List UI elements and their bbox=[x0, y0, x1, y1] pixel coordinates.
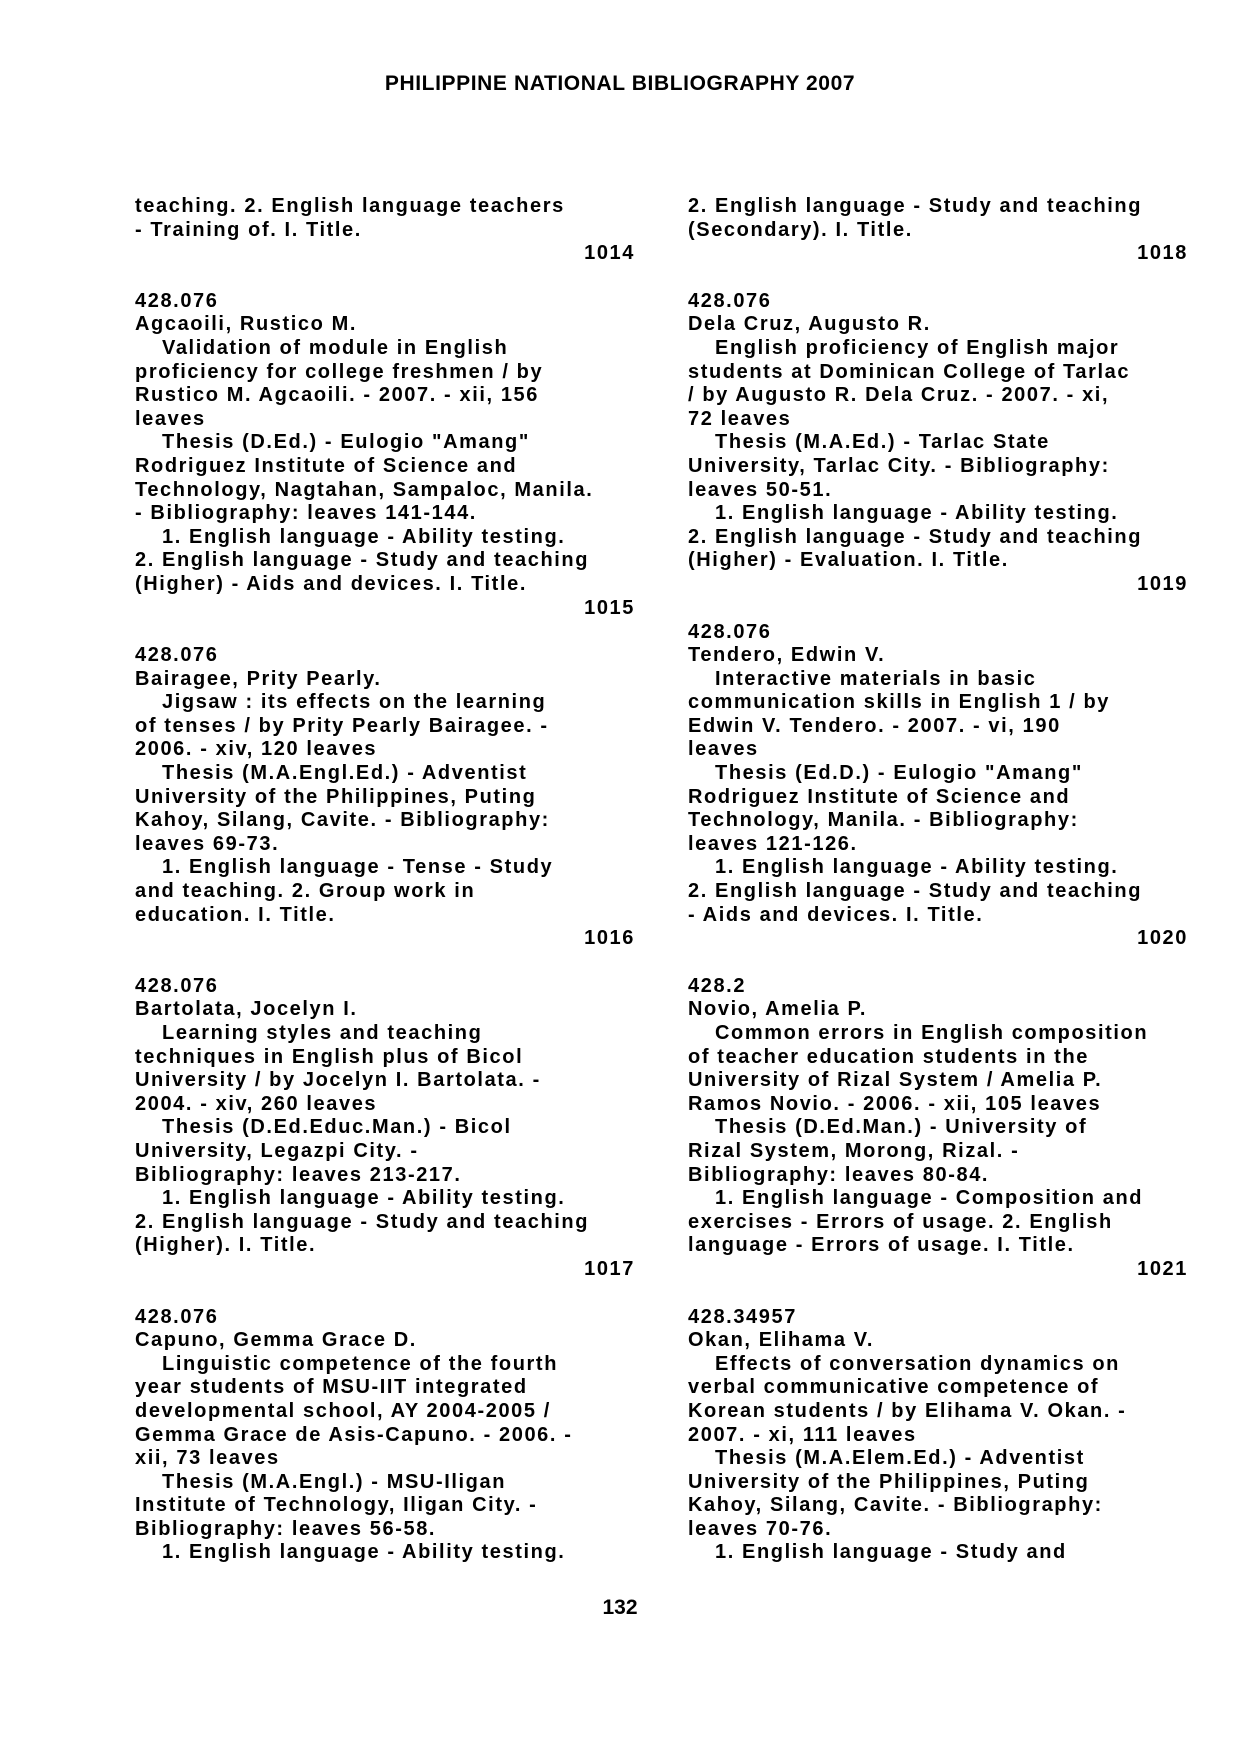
subject-tracing: 2. English language - Study and teaching bbox=[135, 1210, 590, 1233]
title-statement: verbal communicative competence of bbox=[688, 1376, 1100, 1399]
subject-tracing: education. I. Title. bbox=[135, 903, 336, 926]
thesis-note: Thesis (Ed.D.) - Eulogio "Amang" bbox=[715, 762, 1083, 785]
entry-spacer bbox=[135, 951, 635, 975]
subject-tracing: 2. English language - Study and teaching bbox=[135, 549, 590, 572]
right-column bbox=[688, 195, 1188, 1565]
entry-spacer bbox=[688, 951, 1188, 975]
title-statement: developmental school, AY 2004-2005 / bbox=[135, 1399, 551, 1422]
subject-tracing: 1. English language - Composition and bbox=[715, 1187, 1144, 1210]
title-statement: Linguistic competence of the fourth bbox=[162, 1352, 559, 1375]
title-statement: communication skills in English 1 / by bbox=[688, 691, 1110, 714]
author-heading: Tendero, Edwin V. bbox=[688, 644, 886, 667]
title-statement: 2004. - xiv, 260 leaves bbox=[135, 1092, 378, 1115]
thesis-note: Bibliography: leaves 213-217. bbox=[135, 1163, 462, 1186]
title-statement: University of Rizal System / Amelia P. bbox=[688, 1069, 1103, 1092]
thesis-note: Thesis (M.A.Ed.) - Tarlac State bbox=[715, 431, 1050, 454]
entry-number: 1020 bbox=[1137, 927, 1188, 950]
class-number: 428.076 bbox=[135, 289, 219, 312]
thesis-note: Kahoy, Silang, Cavite. - Bibliography: bbox=[135, 809, 550, 832]
thesis-note: Technology, Nagtahan, Sampaloc, Manila. bbox=[135, 478, 594, 501]
thesis-note: Thesis (M.A.Engl.) - MSU-Iligan bbox=[162, 1470, 507, 1493]
bibliographic-entry bbox=[688, 975, 1188, 1282]
author-heading: Capuno, Gemma Grace D. bbox=[135, 1329, 417, 1352]
subject-tracing: 1. English language - Ability testing. bbox=[715, 502, 1119, 525]
author-heading: Agcaoili, Rustico M. bbox=[135, 313, 358, 336]
class-number: 428.076 bbox=[688, 289, 772, 312]
title-statement: of tenses / by Prity Pearly Bairagee. - bbox=[135, 714, 549, 737]
title-statement: English proficiency of English major bbox=[715, 336, 1120, 359]
title-statement: Gemma Grace de Asis-Capuno. - 2006. - bbox=[135, 1423, 573, 1446]
subject-tracing: - Aids and devices. I. Title. bbox=[688, 903, 984, 926]
thesis-note: Rodriguez Institute of Science and bbox=[688, 785, 1071, 808]
bibliographic-entry bbox=[135, 975, 635, 1282]
entry-number: 1021 bbox=[1137, 1257, 1188, 1280]
title-statement: Korean students / by Elihama V. Okan. - bbox=[688, 1399, 1127, 1422]
title-statement: / by Augusto R. Dela Cruz. - 2007. - xi, bbox=[688, 384, 1110, 407]
entry-spacer bbox=[688, 597, 1188, 621]
subject-tracing: 1. English language - Ability testing. bbox=[162, 525, 566, 548]
entry-number: 1018 bbox=[1137, 242, 1188, 265]
title-statement: Effects of conversation dynamics on bbox=[715, 1352, 1120, 1375]
thesis-note: Rizal System, Morong, Rizal. - bbox=[688, 1139, 1020, 1162]
title-statement: 2007. - xi, 111 leaves bbox=[688, 1423, 917, 1446]
page-header: PHILIPPINE NATIONAL BIBLIOGRAPHY 2007 bbox=[384, 72, 856, 95]
thesis-note: Bibliography: leaves 56-58. bbox=[135, 1517, 437, 1540]
thesis-note: Thesis (D.Ed.Man.) - University of bbox=[715, 1116, 1088, 1139]
author-heading: Bairagee, Prity Pearly. bbox=[135, 667, 382, 690]
thesis-note: Thesis (D.Ed.Educ.Man.) - Bicol bbox=[162, 1116, 512, 1139]
subject-tracing: 1. English language - Tense - Study bbox=[162, 856, 554, 879]
entry-number: 1019 bbox=[1137, 572, 1188, 595]
bibliographic-entry bbox=[688, 1306, 1188, 1566]
title-statement: Jigsaw : its effects on the learning bbox=[162, 691, 547, 714]
entry-spacer bbox=[135, 620, 635, 644]
thesis-note: leaves 50-51. bbox=[688, 478, 833, 501]
thesis-note: Thesis (M.A.Elem.Ed.) - Adventist bbox=[715, 1447, 1085, 1470]
title-statement: Edwin V. Tendero. - 2007. - vi, 190 bbox=[688, 714, 1061, 737]
entry-number: 1017 bbox=[584, 1257, 635, 1280]
author-heading: Bartolata, Jocelyn I. bbox=[135, 998, 358, 1021]
continuation-entry bbox=[135, 195, 635, 266]
author-heading: Novio, Amelia P. bbox=[688, 998, 867, 1021]
title-statement: of teacher education students in the bbox=[688, 1045, 1089, 1068]
class-number: 428.34957 bbox=[688, 1305, 797, 1328]
subject-tracing: language - Errors of usage. I. Title. bbox=[688, 1234, 1075, 1257]
thesis-note: University, Legazpi City. - bbox=[135, 1139, 419, 1162]
title-statement: leaves bbox=[688, 738, 759, 761]
subject-tracing: exercises - Errors of usage. 2. English bbox=[688, 1210, 1113, 1233]
title-statement: Rustico M. Agcaoili. - 2007. - xii, 156 bbox=[135, 384, 539, 407]
class-number: 428.076 bbox=[135, 644, 219, 667]
entry-number: 1015 bbox=[584, 596, 635, 619]
class-number: 428.076 bbox=[135, 974, 219, 997]
class-number: 428.076 bbox=[688, 620, 772, 643]
page-number: 132 bbox=[602, 1596, 638, 1619]
thesis-note: University, Tarlac City. - Bibliography: bbox=[688, 454, 1110, 477]
thesis-note: University of the Philippines, Puting bbox=[135, 785, 537, 808]
entry-spacer bbox=[135, 1282, 635, 1306]
entry-spacer bbox=[688, 1282, 1188, 1306]
class-number: 428.2 bbox=[688, 974, 747, 997]
title-statement: 2006. - xiv, 120 leaves bbox=[135, 738, 378, 761]
thesis-note: leaves 121-126. bbox=[688, 832, 858, 855]
continuation-line: teaching. 2. English language teachers bbox=[135, 195, 565, 217]
subject-tracing: (Higher) - Evaluation. I. Title. bbox=[688, 549, 1009, 572]
title-statement: Learning styles and teaching bbox=[162, 1022, 483, 1044]
bibliographic-entry bbox=[135, 290, 635, 620]
continuation-line: - Training of. I. Title. bbox=[135, 218, 362, 241]
subject-tracing: 2. English language - Study and teaching bbox=[688, 525, 1143, 548]
thesis-note: - Bibliography: leaves 141-144. bbox=[135, 502, 477, 525]
thesis-note: leaves 69-73. bbox=[135, 832, 280, 855]
thesis-note: Bibliography: leaves 80-84. bbox=[688, 1163, 990, 1186]
title-statement: Validation of module in English bbox=[162, 336, 509, 359]
thesis-note: Thesis (D.Ed.) - Eulogio "Amang" bbox=[162, 431, 530, 454]
entry-spacer bbox=[688, 266, 1188, 290]
subject-tracing: and teaching. 2. Group work in bbox=[135, 880, 476, 903]
title-statement: University / by Jocelyn I. Bartolata. - bbox=[135, 1069, 541, 1092]
title-statement: Ramos Novio. - 2006. - xii, 105 leaves bbox=[688, 1092, 1102, 1115]
bibliographic-entry bbox=[135, 644, 635, 951]
bibliographic-entry bbox=[688, 621, 1188, 951]
subject-tracing: 1. English language - Study and bbox=[715, 1541, 1067, 1564]
thesis-note: Technology, Manila. - Bibliography: bbox=[688, 809, 1079, 832]
class-number: 428.076 bbox=[135, 1305, 219, 1328]
thesis-note: Rodriguez Institute of Science and bbox=[135, 454, 518, 477]
thesis-note: Thesis (M.A.Engl.Ed.) - Adventist bbox=[162, 762, 528, 785]
entry-number: 1014 bbox=[584, 242, 635, 265]
thesis-note: Kahoy, Silang, Cavite. - Bibliography: bbox=[688, 1494, 1103, 1517]
author-heading: Dela Cruz, Augusto R. bbox=[688, 313, 931, 336]
title-statement: leaves bbox=[135, 407, 206, 430]
bibliographic-entry bbox=[688, 290, 1188, 597]
title-statement: Common errors in English composition bbox=[715, 1022, 1149, 1044]
thesis-note: leaves 70-76. bbox=[688, 1517, 833, 1540]
subject-tracing: (Higher). I. Title. bbox=[135, 1234, 317, 1257]
left-column bbox=[135, 195, 635, 1565]
bibliographic-entry bbox=[135, 1306, 635, 1566]
thesis-note: University of the Philippines, Puting bbox=[688, 1470, 1090, 1493]
title-statement: techniques in English plus of Bicol bbox=[135, 1045, 524, 1068]
subject-tracing: (Higher) - Aids and devices. I. Title. bbox=[135, 572, 527, 595]
title-statement: Interactive materials in basic bbox=[715, 667, 1037, 690]
title-statement: 72 leaves bbox=[688, 407, 792, 430]
thesis-note: Institute of Technology, Iligan City. - bbox=[135, 1494, 538, 1517]
continuation-entry bbox=[688, 195, 1188, 266]
author-heading: Okan, Elihama V. bbox=[688, 1329, 875, 1352]
subject-tracing: 1. English language - Ability testing. bbox=[715, 856, 1119, 879]
subject-tracing: 1. English language - Ability testing. bbox=[162, 1187, 566, 1210]
title-statement: xii, 73 leaves bbox=[135, 1447, 280, 1470]
title-statement: students at Dominican College of Tarlac bbox=[688, 360, 1131, 383]
entry-spacer bbox=[135, 266, 635, 290]
title-statement: proficiency for college freshmen / by bbox=[135, 360, 544, 383]
title-statement: year students of MSU-IIT integrated bbox=[135, 1376, 528, 1399]
continuation-line: (Secondary). I. Title. bbox=[688, 218, 913, 241]
subject-tracing: 2. English language - Study and teaching bbox=[688, 880, 1143, 903]
subject-tracing: 1. English language - Ability testing. bbox=[162, 1541, 566, 1564]
continuation-line: 2. English language - Study and teaching bbox=[688, 195, 1143, 217]
entry-number: 1016 bbox=[584, 927, 635, 950]
